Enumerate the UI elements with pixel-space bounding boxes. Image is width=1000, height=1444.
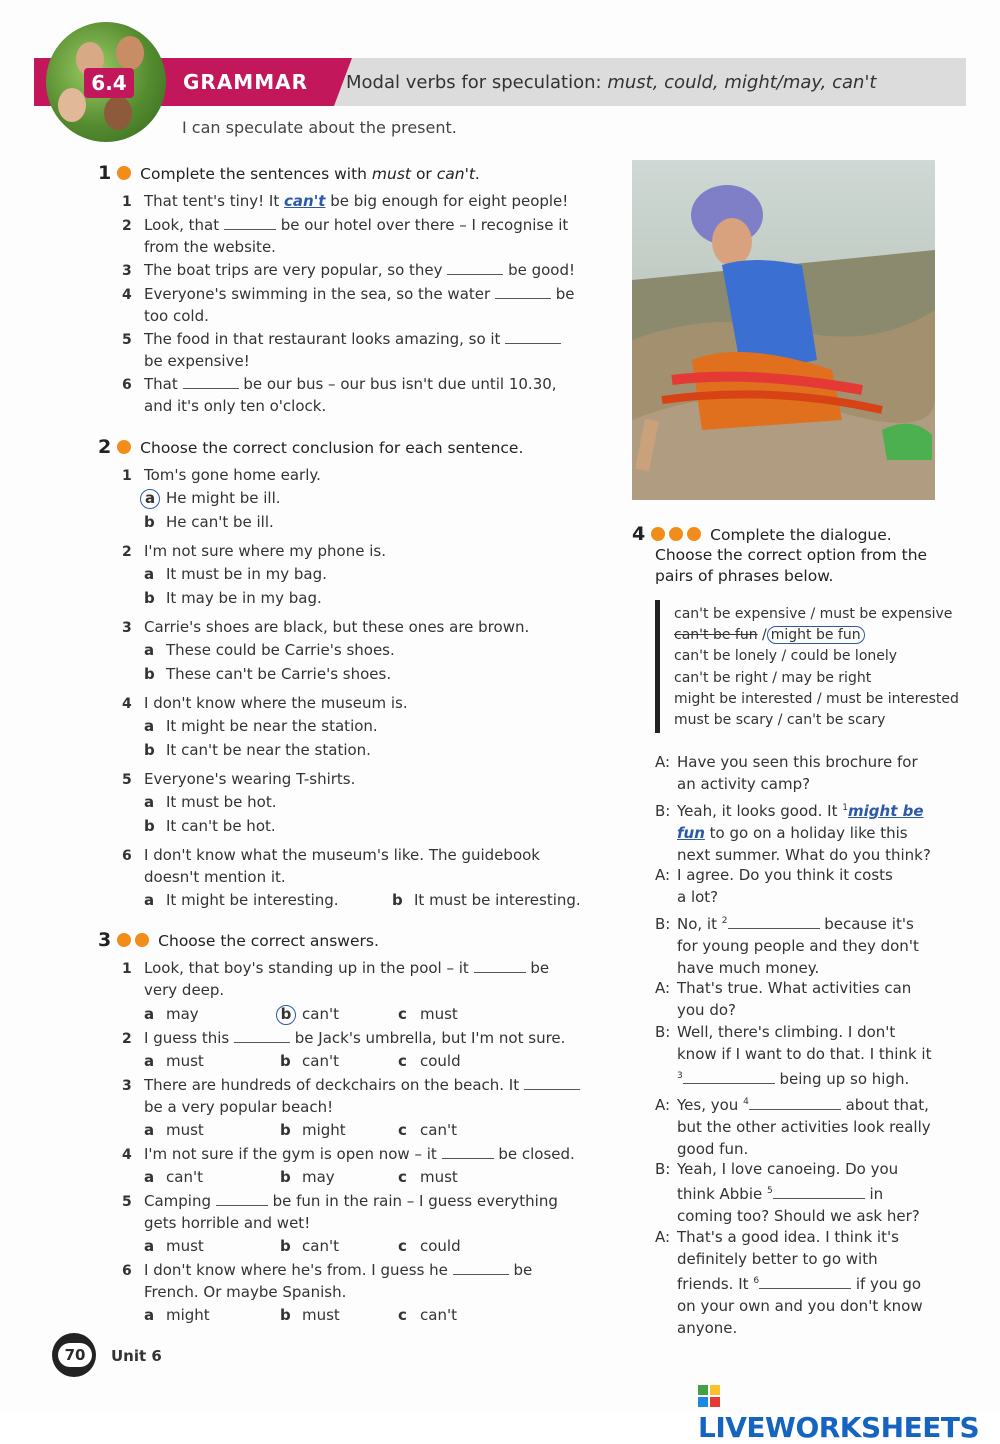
answer-blank[interactable] (216, 1191, 268, 1206)
ex2-option-a[interactable]: a It must be hot. (144, 793, 277, 811)
ex2-option-b[interactable]: b It can't be near the station. (144, 741, 371, 759)
dialogue-line: B: Yeah, I love canoeing. Do you think Abbie $^5$ in coming too? Should we ask her? (655, 1160, 920, 1225)
can-do-statement: I can speculate about the present. (182, 118, 457, 137)
liveworksheets-logo: LIVEWORKSHEETS (698, 1378, 1000, 1444)
ex2-question: 4 I don't know where the museum is. (122, 694, 408, 712)
ex3-item: 6 I don't know where he's from. I guess he be French. Or maybe Spanish. (122, 1261, 533, 1301)
lesson-number: 6.4 (84, 68, 134, 98)
ex2-option-a[interactable]: a It might be interesting. (144, 891, 339, 909)
answer-blank[interactable] (453, 1260, 509, 1275)
ex3-option-a[interactable]: a can't (144, 1168, 203, 1186)
ex3-option-c[interactable]: c could (398, 1237, 461, 1255)
ex3-option-a[interactable]: a must (144, 1052, 204, 1070)
answer-handwritten: fun (677, 824, 705, 842)
answer-blank[interactable] (224, 215, 276, 230)
exercise-3-title: 3 Choose the correct answers. (98, 929, 379, 951)
ex1-item: 1 That tent's tiny! It can't be big enough for eight people! (122, 192, 569, 210)
circled-answer: a (140, 489, 160, 509)
ex2-option-b[interactable]: b It must be interesting. (392, 891, 581, 909)
section-label: GRAMMAR (183, 70, 308, 94)
ex3-option-a[interactable]: a may (144, 1005, 199, 1023)
dialogue-line: B: Well, there's climbing. I don't know if I want to do that. I think it $^3$ being up so high. (655, 1023, 932, 1088)
answer-blank[interactable] (773, 1184, 865, 1199)
exercise-4-instruction: pairs of phrases below. (655, 567, 834, 585)
ex3-option-c[interactable]: c can't (398, 1306, 457, 1324)
difficulty-dot-icon (117, 933, 131, 947)
ex3-option-a[interactable]: a might (144, 1306, 210, 1324)
ex3-item: 4 I'm not sure if the gym is open now – it be closed. (122, 1145, 575, 1163)
unit-label: Unit 6 (111, 1347, 162, 1365)
ex3-item: 3 There are hundreds of deckchairs on the beach. It be a very popular beach! (122, 1075, 580, 1118)
difficulty-dot-icon (669, 527, 683, 541)
ex2-question: 3 Carrie's shoes are black, but these ones are brown. (122, 618, 530, 636)
dialogue-line: A: I agree. Do you think it costs a lot? (655, 866, 893, 906)
phrase-pair: can't be fun / might be fun (674, 627, 865, 643)
exercise-2-title: 2 Choose the correct conclusion for each sentence. (98, 436, 524, 458)
ex2-question: 1 Tom's gone home early. (122, 466, 321, 484)
ex1-item: 5 The food in that restaurant looks amazing, so it be expensive! (122, 329, 561, 372)
ex1-item: 2 Look, that be our hotel over there – I recognise it from the website. (122, 216, 569, 256)
answer-blank[interactable] (524, 1075, 580, 1090)
difficulty-dot-icon (687, 527, 701, 541)
ex2-option-b[interactable]: b These can't be Carrie's shoes. (144, 665, 392, 683)
circled-answer: b (276, 1005, 296, 1025)
difficulty-dot-icon (135, 933, 149, 947)
answer-blank[interactable] (683, 1069, 775, 1084)
exercise-4-instruction: Choose the correct option from the (655, 546, 928, 564)
ex2-option-b[interactable]: b It can't be hot. (144, 817, 276, 835)
dialogue-line: A: That's a good idea. I think it's definitely better to go with friends. It $^6$ if you go on your own and you don't know anyone. (655, 1228, 923, 1337)
answer-handwritten: can't (284, 192, 326, 210)
answer-blank[interactable] (474, 958, 526, 973)
answer-blank[interactable] (495, 284, 551, 299)
ex3-option-b[interactable]: b must (280, 1306, 340, 1324)
ex3-option-c[interactable]: c can't (398, 1121, 457, 1139)
ex2-question: 5 Everyone's wearing T-shirts. (122, 770, 356, 788)
dialogue-line: A: Yes, you $^4$ about that, but the other activities look really good fun. (655, 1096, 931, 1158)
exercise-1-title: 1 Complete the sentences with must or can't. (98, 162, 480, 184)
circled-phrase: might be fun (767, 626, 865, 644)
phrase-pair: can't be expensive / must be expensive (674, 606, 953, 622)
difficulty-dot-icon (651, 527, 665, 541)
ex1-item: 6 That be our bus – our bus isn't due until 10.30, and it's only ten o'clock. (122, 375, 557, 415)
answer-blank[interactable] (447, 260, 503, 275)
ex3-option-b[interactable]: b can't (280, 1237, 339, 1255)
difficulty-dot-icon (117, 440, 131, 454)
climber-photo (632, 160, 935, 500)
ex2-option-a[interactable]: a He might be ill. (144, 489, 281, 509)
phrase-pair: must be scary / can't be scary (674, 712, 886, 728)
ex2-option-b[interactable]: b He can't be ill. (144, 513, 274, 531)
answer-blank[interactable] (505, 329, 561, 344)
ex3-option-c[interactable]: c could (398, 1052, 461, 1070)
phrase-pair: can't be right / may be right (674, 670, 872, 686)
answer-blank[interactable] (234, 1028, 290, 1043)
ex1-item: 3 The boat trips are very popular, so they be good! (122, 261, 576, 279)
ex2-question: 2 I'm not sure where my phone is. (122, 542, 386, 560)
dialogue-line: A: Have you seen this brochure for an activity camp? (655, 753, 918, 793)
difficulty-dot-icon (117, 166, 131, 180)
ex3-option-c[interactable]: c must (398, 1005, 458, 1023)
ex2-option-b[interactable]: b It may be in my bag. (144, 589, 322, 607)
ex2-option-a[interactable]: a These could be Carrie's shoes. (144, 641, 395, 659)
phrase-pair: might be interested / must be interested (674, 691, 959, 707)
ex3-option-b[interactable]: b can't (280, 1005, 339, 1025)
ex3-item: 1 Look, that boy's standing up in the pool – it be very deep. (122, 959, 550, 999)
lesson-title: Modal verbs for speculation: must, could, might/may, can't (346, 72, 877, 93)
answer-blank[interactable] (728, 914, 820, 929)
answer-handwritten: might be (848, 802, 924, 820)
ex3-item: 5 Camping be fun in the rain – I guess everything gets horrible and wet! (122, 1192, 558, 1232)
exercise-4-title: 4 Complete the dialogue. (632, 523, 892, 545)
ex3-option-c[interactable]: c must (398, 1168, 458, 1186)
dialogue-line: B: No, it $^2$ because it's for young people and they don't have much money. (655, 915, 919, 977)
answer-blank[interactable] (749, 1095, 841, 1110)
ex3-item: 2 I guess this be Jack's umbrella, but I'm not sure. (122, 1029, 566, 1047)
liveworksheets-icon (698, 1381, 720, 1403)
dialogue-line: B: Yeah, it looks good. It $^1$might be fun to go on a holiday like this next summer. What do you think? (655, 802, 931, 864)
ex2-option-a[interactable]: a It might be near the station. (144, 717, 378, 735)
ex2-option-a[interactable]: a It must be in my bag. (144, 565, 327, 583)
dialogue-line: A: That's true. What activities can you do? (655, 979, 912, 1019)
ex3-option-a[interactable]: a must (144, 1121, 204, 1139)
ex3-option-b[interactable]: b might (280, 1121, 346, 1139)
answer-blank[interactable] (442, 1144, 494, 1159)
phrase-pair: can't be lonely / could be lonely (674, 648, 898, 664)
ex2-question: 6 I don't know what the museum's like. The guidebook doesn't mention it. (122, 846, 540, 886)
phrase-box-bar (655, 600, 660, 733)
ex1-item: 4 Everyone's swimming in the sea, so the water be too cold. (122, 285, 575, 325)
answer-blank[interactable] (759, 1274, 851, 1289)
ex3-option-a[interactable]: a must (144, 1237, 204, 1255)
answer-blank[interactable] (183, 374, 239, 389)
ex3-option-b[interactable]: b may (280, 1168, 335, 1186)
ex3-option-b[interactable]: b can't (280, 1052, 339, 1070)
page-number: 70 (58, 1343, 92, 1367)
